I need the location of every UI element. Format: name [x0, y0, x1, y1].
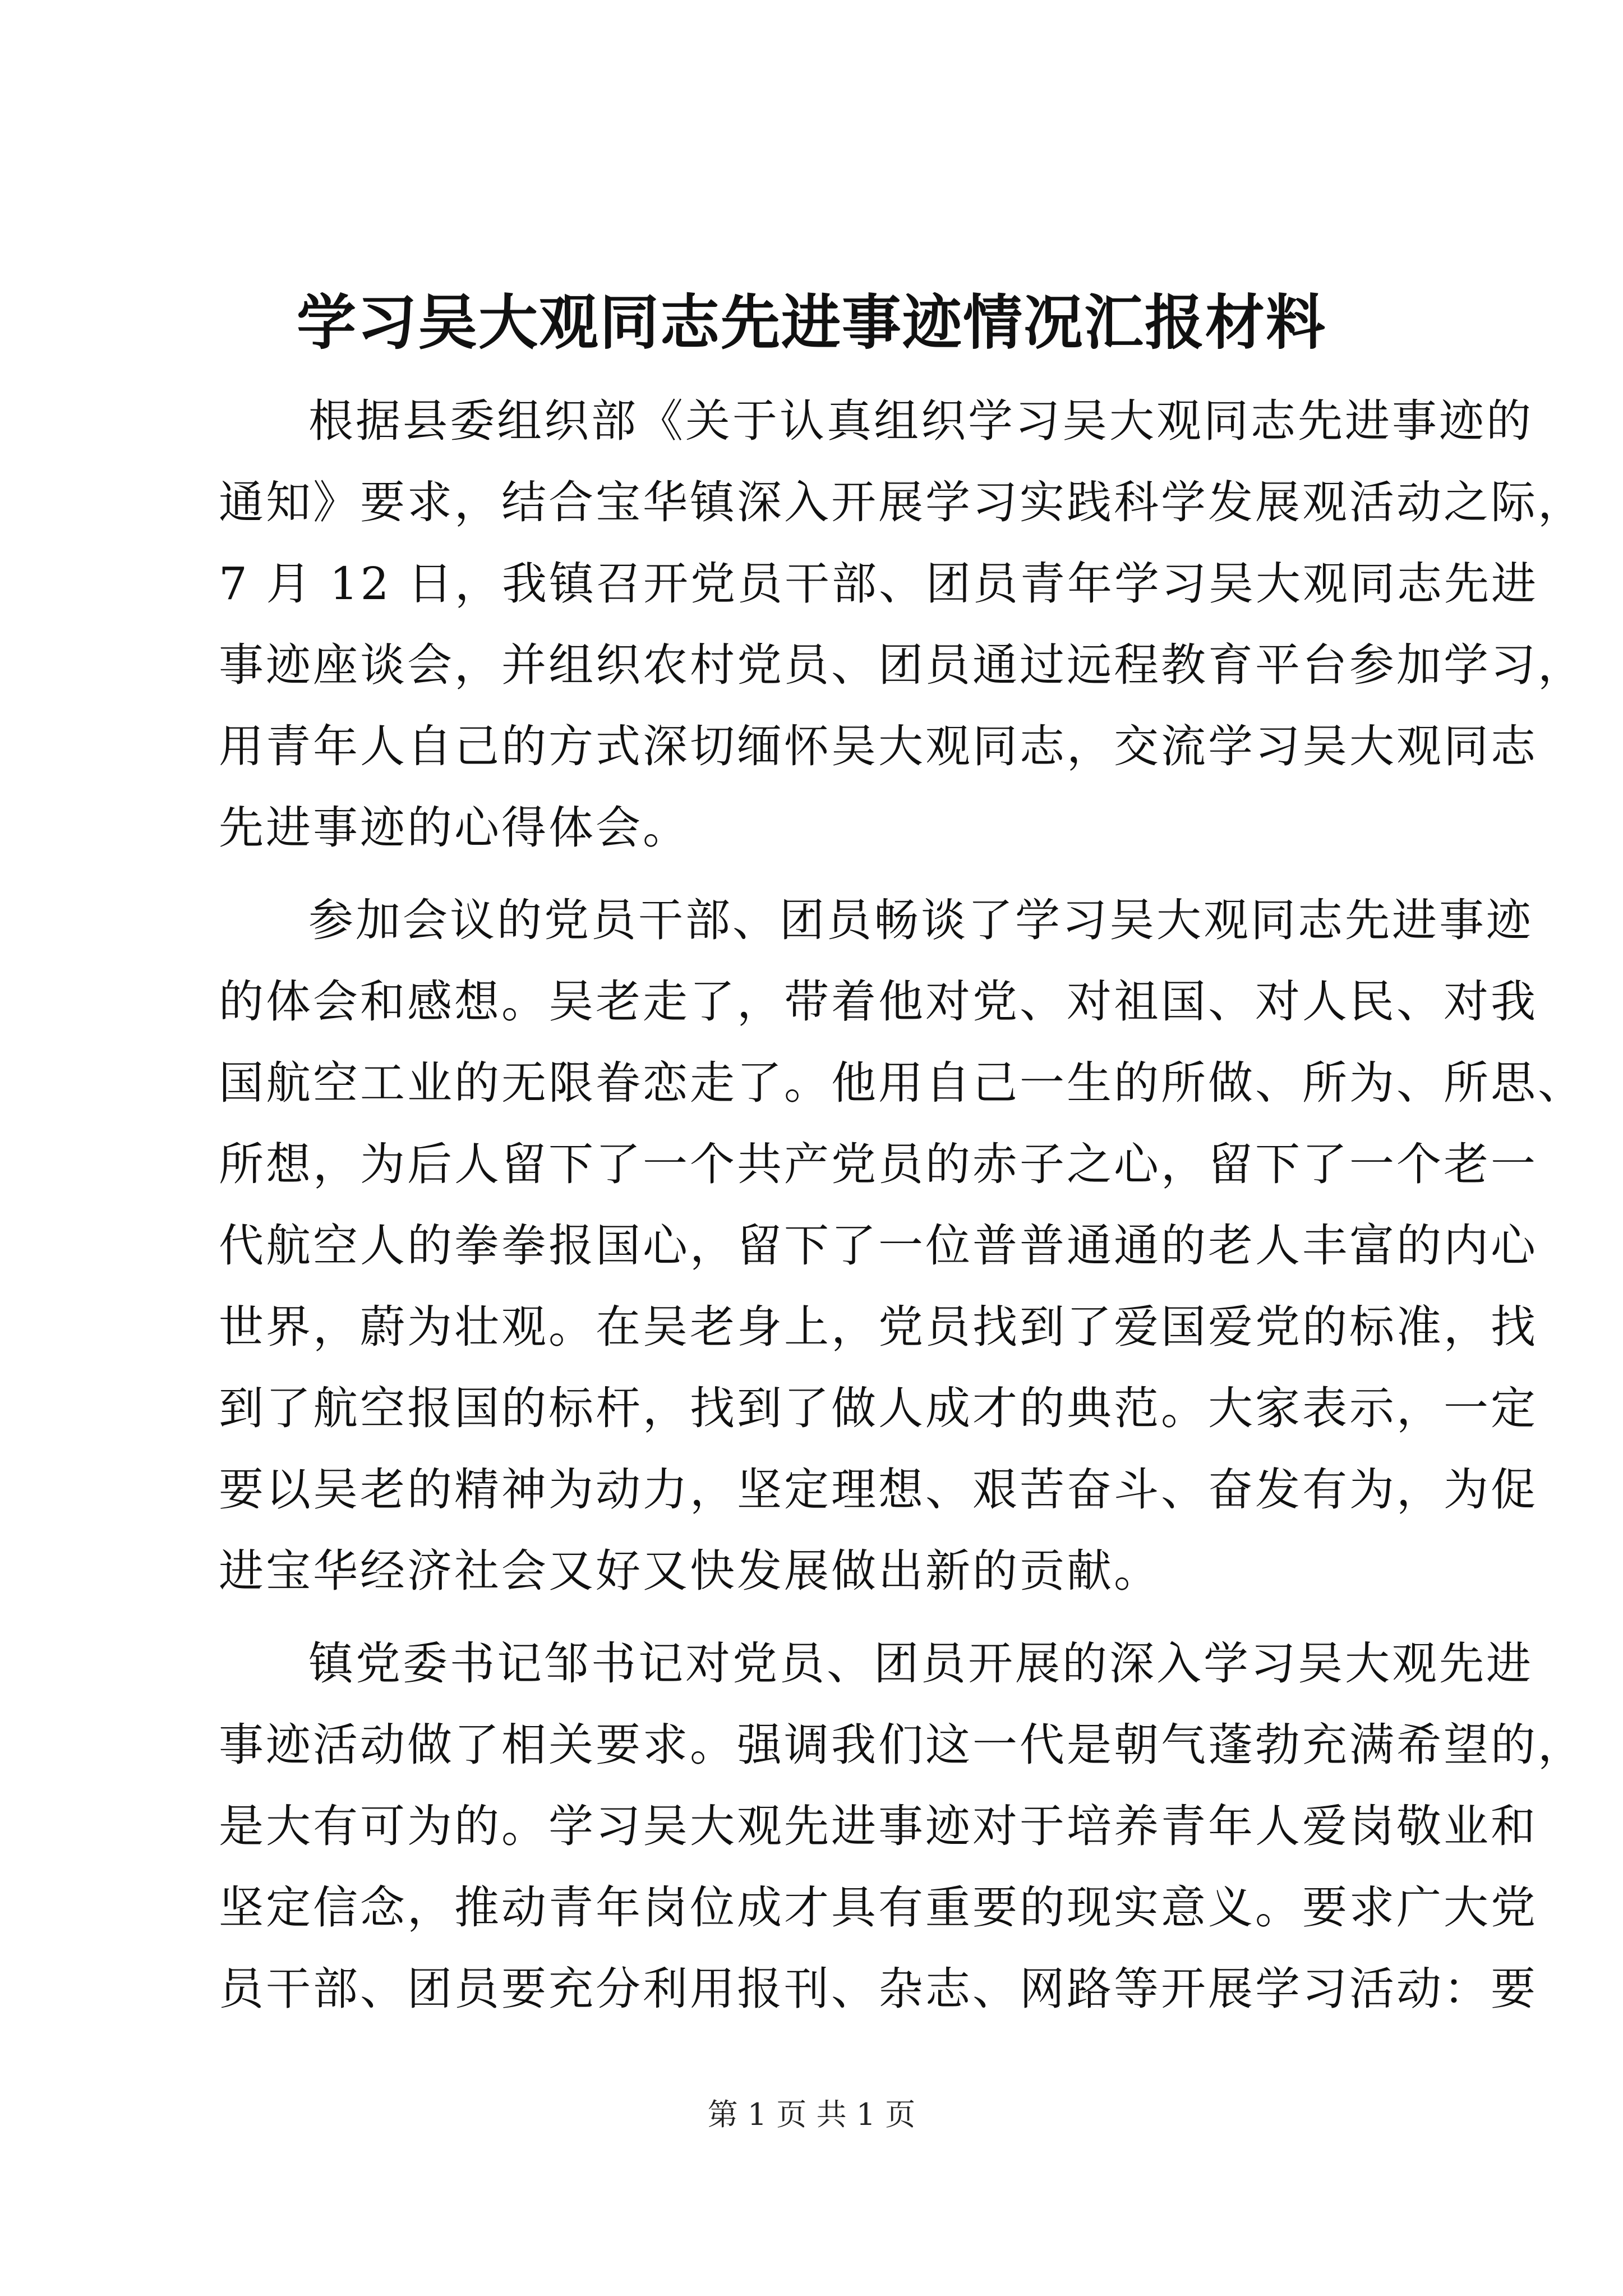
text-line: 通知》要求，结合宝华镇深入开展学习实践科学发展观活动之际， [219, 476, 1585, 528]
text-line: 国航空工业的无限眷恋走了。他用自己一生的所做、所为、所思、 [219, 1057, 1585, 1109]
text-line: 所想，为后人留下了一个共产党员的赤子之心，留下了一个老一 [219, 1138, 1538, 1190]
page-footer: 第 1 页 共 1 页 [707, 2097, 916, 2132]
text-line: 根据县委组织部《关于认真组织学习吴大观同志先进事迹的 [308, 395, 1533, 447]
text-line: 世界，蔚为壮观。在吴老身上，党员找到了爱国爱党的标准，找 [219, 1301, 1538, 1353]
text-line: 到了航空报国的标杆，找到了做人成才的典范。大家表示，一定 [219, 1382, 1538, 1434]
text-line: 员干部、团员要充分利用报刊、杂志、网路等开展学习活动：要 [219, 1963, 1538, 2015]
text-line: 代航空人的拳拳报国心，留下了一位普普通通的老人丰富的内心 [219, 1220, 1538, 1272]
text-line: 的体会和感想。吴老走了，带着他对党、对祖国、对人民、对我 [219, 976, 1538, 1028]
text-line: 先进事迹的心得体会。 [219, 802, 690, 854]
paragraph-1 [219, 380, 1585, 868]
text-line: 要以吴老的精神为动力，坚定理想、艰苦奋斗、奋发有为，为促 [219, 1464, 1538, 1516]
document-body [219, 380, 1585, 2041]
document-title: 学习吴大观同志先进事迹情况汇报材料 [297, 287, 1326, 357]
text-line: 事迹座谈会，并组织农村党员、团员通过远程教育平台参加学习， [219, 639, 1585, 691]
text-line: 是大有可为的。学习吴大观先进事迹对于培养青年人爱岗敬业和 [219, 1800, 1538, 1852]
text-line: 镇党委书记邹书记对党员、团员开展的深入学习吴大观先进 [308, 1637, 1533, 1690]
paragraph-2 [219, 880, 1585, 1612]
text-line: 参加会议的党员干部、团员畅谈了学习吴大观同志先进事迹 [308, 894, 1533, 946]
text-line: 7 月 12 日，我镇召开党员干部、团员青年学习吴大观同志先进 [219, 558, 1538, 610]
text-line: 进宝华经济社会又好又快发展做出新的贡献。 [219, 1545, 1161, 1597]
text-line: 事迹活动做了相关要求。强调我们这一代是朝气蓬勃充满希望的， [219, 1719, 1585, 1771]
paragraph-3 [219, 1623, 1585, 2030]
text-line: 用青年人自己的方式深切缅怀吴大观同志，交流学习吴大观同志 [219, 720, 1538, 772]
text-line: 坚定信念，推动青年岗位成才具有重要的现实意义。要求广大党 [219, 1881, 1538, 1934]
